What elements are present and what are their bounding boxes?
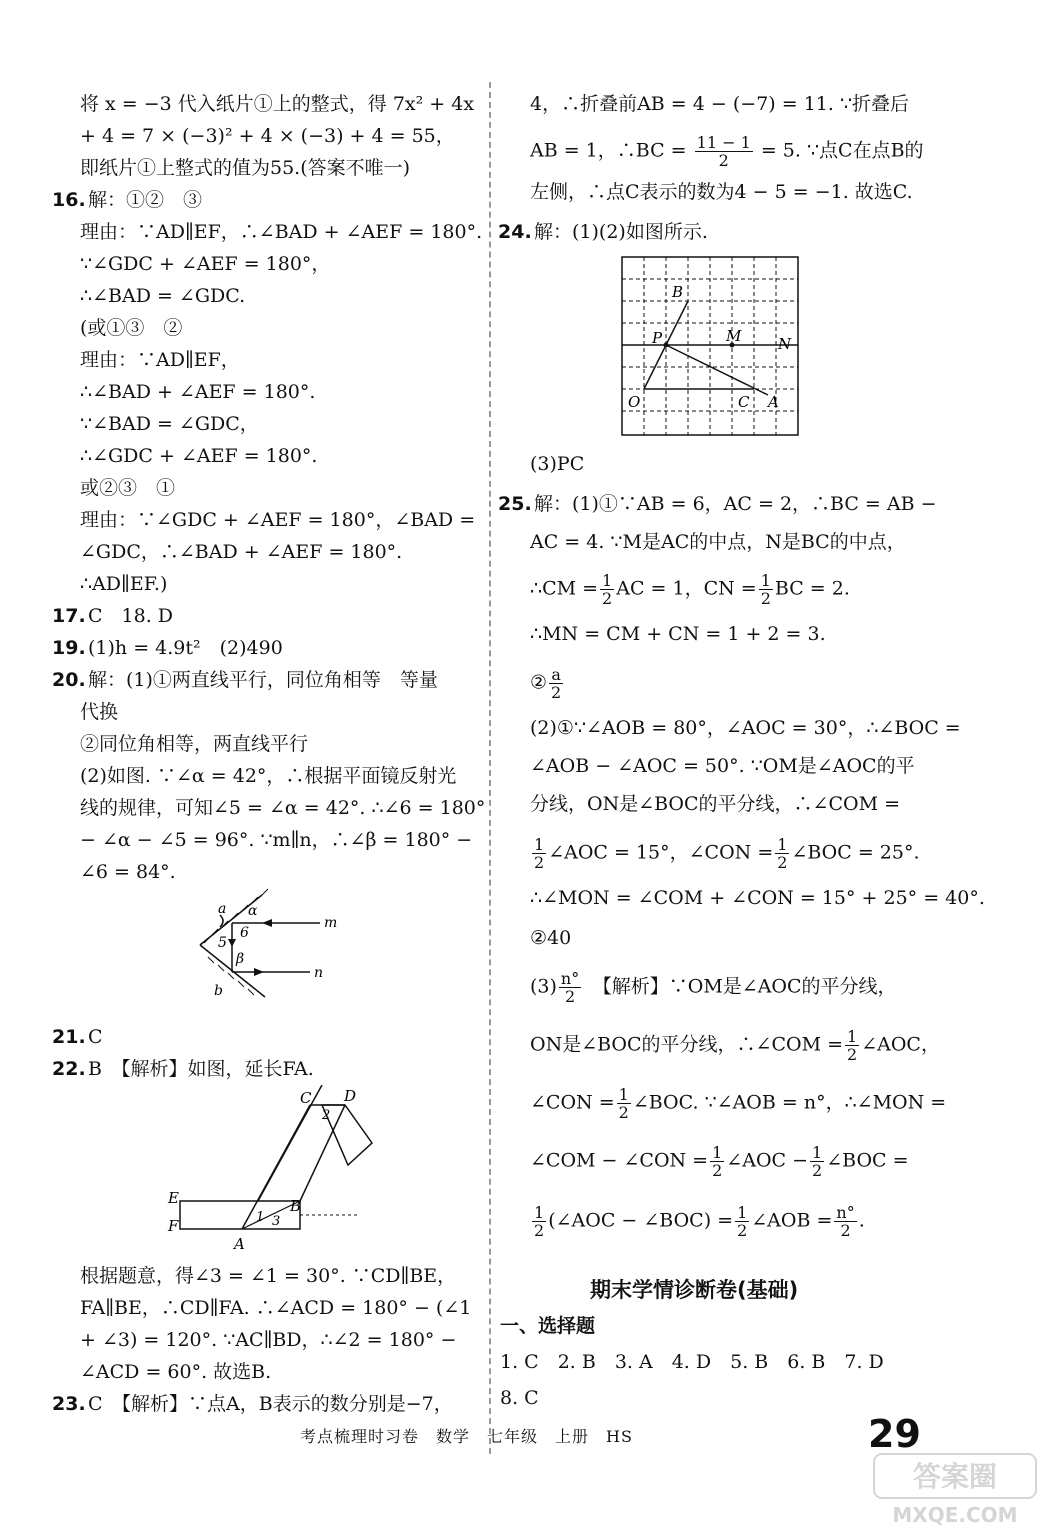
text-line: 线的规律，可知∠5 = ∠α = 42°. ∴∠6 = 180° xyxy=(80,797,486,819)
question-number: 25. xyxy=(498,493,532,515)
question-number: 23. xyxy=(52,1393,86,1415)
text-segment: BC = 2. xyxy=(774,577,850,600)
text-line: ∴∠BAD = ∠GDC. xyxy=(80,285,246,307)
label-A: A xyxy=(234,1235,245,1253)
label-B: B xyxy=(672,283,684,301)
text-line: (2)①∵∠AOB = 80°，∠AOC = 30°，∴∠BOC = xyxy=(530,717,961,739)
text-line: C xyxy=(88,1026,103,1048)
fraction xyxy=(617,1086,631,1121)
numerator: 1 xyxy=(847,1027,858,1046)
fraction xyxy=(532,1204,546,1239)
question-number: 22. xyxy=(52,1058,86,1080)
denominator: 2 xyxy=(602,589,613,608)
label-F: F xyxy=(168,1217,179,1235)
label-n: n xyxy=(314,965,324,981)
text-line: 分线，ON是∠BOC的平分线，∴∠COM = xyxy=(530,793,900,815)
text-line: 代换 xyxy=(80,701,119,723)
folded-strip-figure xyxy=(160,1085,390,1255)
text-line xyxy=(530,666,565,701)
fraction xyxy=(834,1204,856,1239)
section-title: 期末学情诊断卷(基础) xyxy=(590,1278,799,1302)
label-A: A xyxy=(768,393,779,411)
denominator: 2 xyxy=(840,1221,851,1240)
text-line: + ∠3) = 120°. ∵AC∥BD，∴∠2 = 180° − xyxy=(80,1329,457,1351)
label-5: 5 xyxy=(218,935,227,951)
label-alpha: α xyxy=(248,903,258,919)
numerator: 1 xyxy=(760,571,771,590)
fraction xyxy=(759,572,773,607)
fraction xyxy=(559,970,581,1005)
label-2: 2 xyxy=(322,1108,331,1123)
text-line xyxy=(530,1144,909,1179)
text-line xyxy=(530,572,850,607)
text-line: 理由：∵∠GDC + ∠AEF = 180°，∠BAD = xyxy=(80,509,476,531)
text-segment: ON是∠BOC的平分线，∴∠COM = xyxy=(530,1033,843,1056)
text-line: (1)h = 4.9t² (2)490 xyxy=(88,637,283,659)
numerator: 11 − 1 xyxy=(696,133,751,152)
text-segment: ∠BOC = xyxy=(826,1149,909,1172)
numerator: 1 xyxy=(737,1203,748,1222)
text-segment: AC = 1，CN = xyxy=(616,577,757,600)
text-segment: ∠AOC， xyxy=(861,1033,940,1056)
denominator: 2 xyxy=(847,1045,858,1064)
text-line: C 18. D xyxy=(88,605,174,627)
denominator: 2 xyxy=(777,853,788,872)
numerator: 1 xyxy=(618,1085,629,1104)
text-line: ∠ACD = 60°. 故选B. xyxy=(80,1361,272,1383)
numerator: 1 xyxy=(712,1143,723,1162)
page-number: 29 xyxy=(868,1412,921,1456)
numerator: 1 xyxy=(534,835,545,854)
denominator: 2 xyxy=(534,853,545,872)
label-N: N xyxy=(778,335,792,353)
text-line: ∠GDC，∴∠BAD + ∠AEF = 180°. xyxy=(80,541,403,563)
text-line: ∠6 = 84°. xyxy=(80,861,176,883)
fraction xyxy=(532,836,546,871)
text-segment: ∠AOB = xyxy=(751,1209,833,1232)
fraction xyxy=(549,666,563,701)
text-line: ∴∠BAD + ∠AEF = 180°. xyxy=(80,381,316,403)
numerator: 1 xyxy=(602,571,613,590)
text-line: $\frac{1}{2}$ (∠AOC − ∠BOC) = $\frac{1}{2}$ ∠AOB = $\frac{n^\circ}{2}$ . xyxy=(534,1203,865,1240)
label-C: C xyxy=(738,393,750,411)
question-number: 20. xyxy=(52,669,86,691)
text-line xyxy=(530,836,920,871)
text-line: AC = 4. ∵M是AC的中点，N是BC的中点， xyxy=(530,531,906,553)
denominator: 2 xyxy=(812,1161,823,1180)
fraction xyxy=(775,836,789,871)
text-line: C 【解析】∵点A，B表示的数分别是−7， xyxy=(88,1393,453,1415)
svg-text:MXQE.COM: MXQE.COM xyxy=(892,1503,1018,1527)
text-line: 8. C xyxy=(500,1387,539,1409)
denominator: 2 xyxy=(564,987,576,1006)
label-1: 1 xyxy=(256,1210,265,1225)
fraction xyxy=(710,1144,724,1179)
text-line: ∴∠MON = ∠COM + ∠CON = 15° + 25° = 40°. xyxy=(530,887,985,909)
denominator: 2 xyxy=(551,683,562,702)
text-line xyxy=(530,134,924,169)
text-line: ∵∠BAD = ∠GDC， xyxy=(80,413,259,435)
question-number: 24. xyxy=(498,221,532,243)
fraction xyxy=(735,1204,749,1239)
text-line: 解：①② ③ xyxy=(88,189,203,211)
text-segment: 【解析】∵OM是∠AOC的平分线， xyxy=(602,975,897,998)
fraction xyxy=(600,572,614,607)
text-line: ∴MN = CM + CN = 1 + 2 = 3. xyxy=(530,623,826,645)
numerator: a xyxy=(549,666,563,684)
question-number: 19. xyxy=(52,637,86,659)
label-M: M xyxy=(726,327,742,345)
numerator: 1 xyxy=(534,1203,545,1222)
label-beta: β xyxy=(236,951,245,967)
text-line xyxy=(530,1028,940,1063)
text-line xyxy=(530,970,897,1005)
denominator: 2 xyxy=(618,1103,629,1122)
text-line: − ∠α − ∠5 = 96°. ∵m∥n，∴∠β = 180° − xyxy=(80,829,473,851)
label-a: a xyxy=(218,901,227,917)
label-m: m xyxy=(324,915,338,931)
numerator: n° xyxy=(836,1203,855,1222)
text-line: 理由：∵AD∥EF， xyxy=(80,349,240,371)
text-line: 或②③ ① xyxy=(80,477,176,499)
text-segment: (3) xyxy=(530,975,557,998)
denominator: 2 xyxy=(534,1221,545,1240)
question-number: 17. xyxy=(52,605,86,627)
label-b: b xyxy=(214,983,223,999)
text-line: ∵∠GDC + ∠AEF = 180°， xyxy=(80,253,331,275)
text-line: 解：(1)(2)如图所示. xyxy=(534,221,708,243)
numerator: 1 xyxy=(812,1143,823,1162)
denominator: 2 xyxy=(760,589,771,608)
text-line: ∴AD∥EF.) xyxy=(80,573,168,595)
text-line: ②同位角相等，两直线平行 xyxy=(80,733,309,755)
text-line: 根据题意，得∠3 = ∠1 = 30°. ∵CD∥BE， xyxy=(80,1265,457,1287)
text-segment: (∠AOC − ∠BOC) = xyxy=(548,1209,734,1232)
question-number: 21. xyxy=(52,1026,86,1048)
text-segment: AB = 1，∴BC = xyxy=(530,139,687,162)
text-line: 4，∴折叠前AB = 4 − (−7) = 11. ∵折叠后 xyxy=(530,93,910,115)
text-line: 即纸片①上整式的值为55.(答案不唯一) xyxy=(80,157,411,179)
label-3: 3 xyxy=(272,1214,281,1229)
label-P: P xyxy=(652,329,663,347)
label-C: C xyxy=(300,1089,312,1107)
text-line: 理由：∵AD∥EF，∴∠BAD + ∠AEF = 180°. xyxy=(80,221,483,243)
column-divider xyxy=(489,82,491,1454)
text-line: (或①③ ② xyxy=(80,317,183,339)
text-segment: ∴CM = xyxy=(530,577,599,600)
svg-text:答案圈: 答案圈 xyxy=(912,1460,998,1493)
text-segment: ∠BOC = 25°. xyxy=(791,841,920,864)
text-segment: ∠AOC − xyxy=(726,1149,809,1172)
page-footer: 考点梳理时习卷 数学 七年级 上册 HS xyxy=(300,1427,633,1446)
fraction xyxy=(845,1028,859,1063)
text-segment: ∠AOC = 15°，∠CON = xyxy=(548,841,774,864)
text-segment: = 5. ∵点C在点B的 xyxy=(760,139,924,162)
text-line xyxy=(530,1086,946,1121)
fraction xyxy=(695,134,753,169)
text-line: 将 x = −3 代入纸片①上的整式，得 7x² + 4x xyxy=(80,93,475,115)
text-line: (3)PC xyxy=(530,453,585,475)
text-line: + 4 = 7 × (−3)² + 4 × (−3) + 4 = 55， xyxy=(80,125,455,147)
denominator: 2 xyxy=(718,151,729,170)
watermark-logo xyxy=(870,1450,1040,1530)
mirror-reflection-figure xyxy=(190,885,370,1005)
label-O: O xyxy=(628,393,641,411)
text-line: 解：(1)①∵AB = 6，AC = 2，∴BC = AB − xyxy=(534,493,937,515)
denominator: 2 xyxy=(712,1161,723,1180)
question-number: 16. xyxy=(52,189,86,211)
text-line: ∴∠GDC + ∠AEF = 180°. xyxy=(80,445,318,467)
text-line: 1. C 2. B 3. A 4. D 5. B 6. B 7. D xyxy=(500,1351,884,1373)
text-line: FA∥BE，∴CD∥FA. ∴∠ACD = 180° − (∠1 xyxy=(80,1297,472,1319)
text-segment: ② xyxy=(530,671,548,694)
text-line: (2)如图. ∵∠α = 42°，∴根据平面镜反射光 xyxy=(80,765,457,787)
text-line: ∠AOB − ∠AOC = 50°. ∵OM是∠AOC的平 xyxy=(530,755,915,777)
text-line: ②40 xyxy=(530,927,572,949)
denominator: 2 xyxy=(737,1221,748,1240)
text-line: 解：(1)①两直线平行，同位角相等 等量 xyxy=(88,669,438,691)
grid-figure xyxy=(620,255,800,437)
fraction xyxy=(810,1144,824,1179)
text-line: B 【解析】如图，延长FA. xyxy=(88,1058,314,1080)
text-segment: ∠CON = xyxy=(530,1091,615,1114)
label-B: B xyxy=(290,1197,302,1215)
numerator: 1 xyxy=(777,835,788,854)
numerator: n° xyxy=(560,969,580,988)
label-D: D xyxy=(344,1087,357,1105)
section-heading: 一、选择题 xyxy=(500,1315,596,1337)
text-segment: ∠COM − ∠CON = xyxy=(530,1149,709,1172)
label-E: E xyxy=(168,1189,179,1207)
text-line: 左侧，∴点C表示的数为4 − 5 = −1. 故选C. xyxy=(530,181,913,203)
text-segment: ∠BOC. ∵∠AOB = n°，∴∠MON = xyxy=(632,1091,947,1114)
label-6: 6 xyxy=(240,925,249,941)
